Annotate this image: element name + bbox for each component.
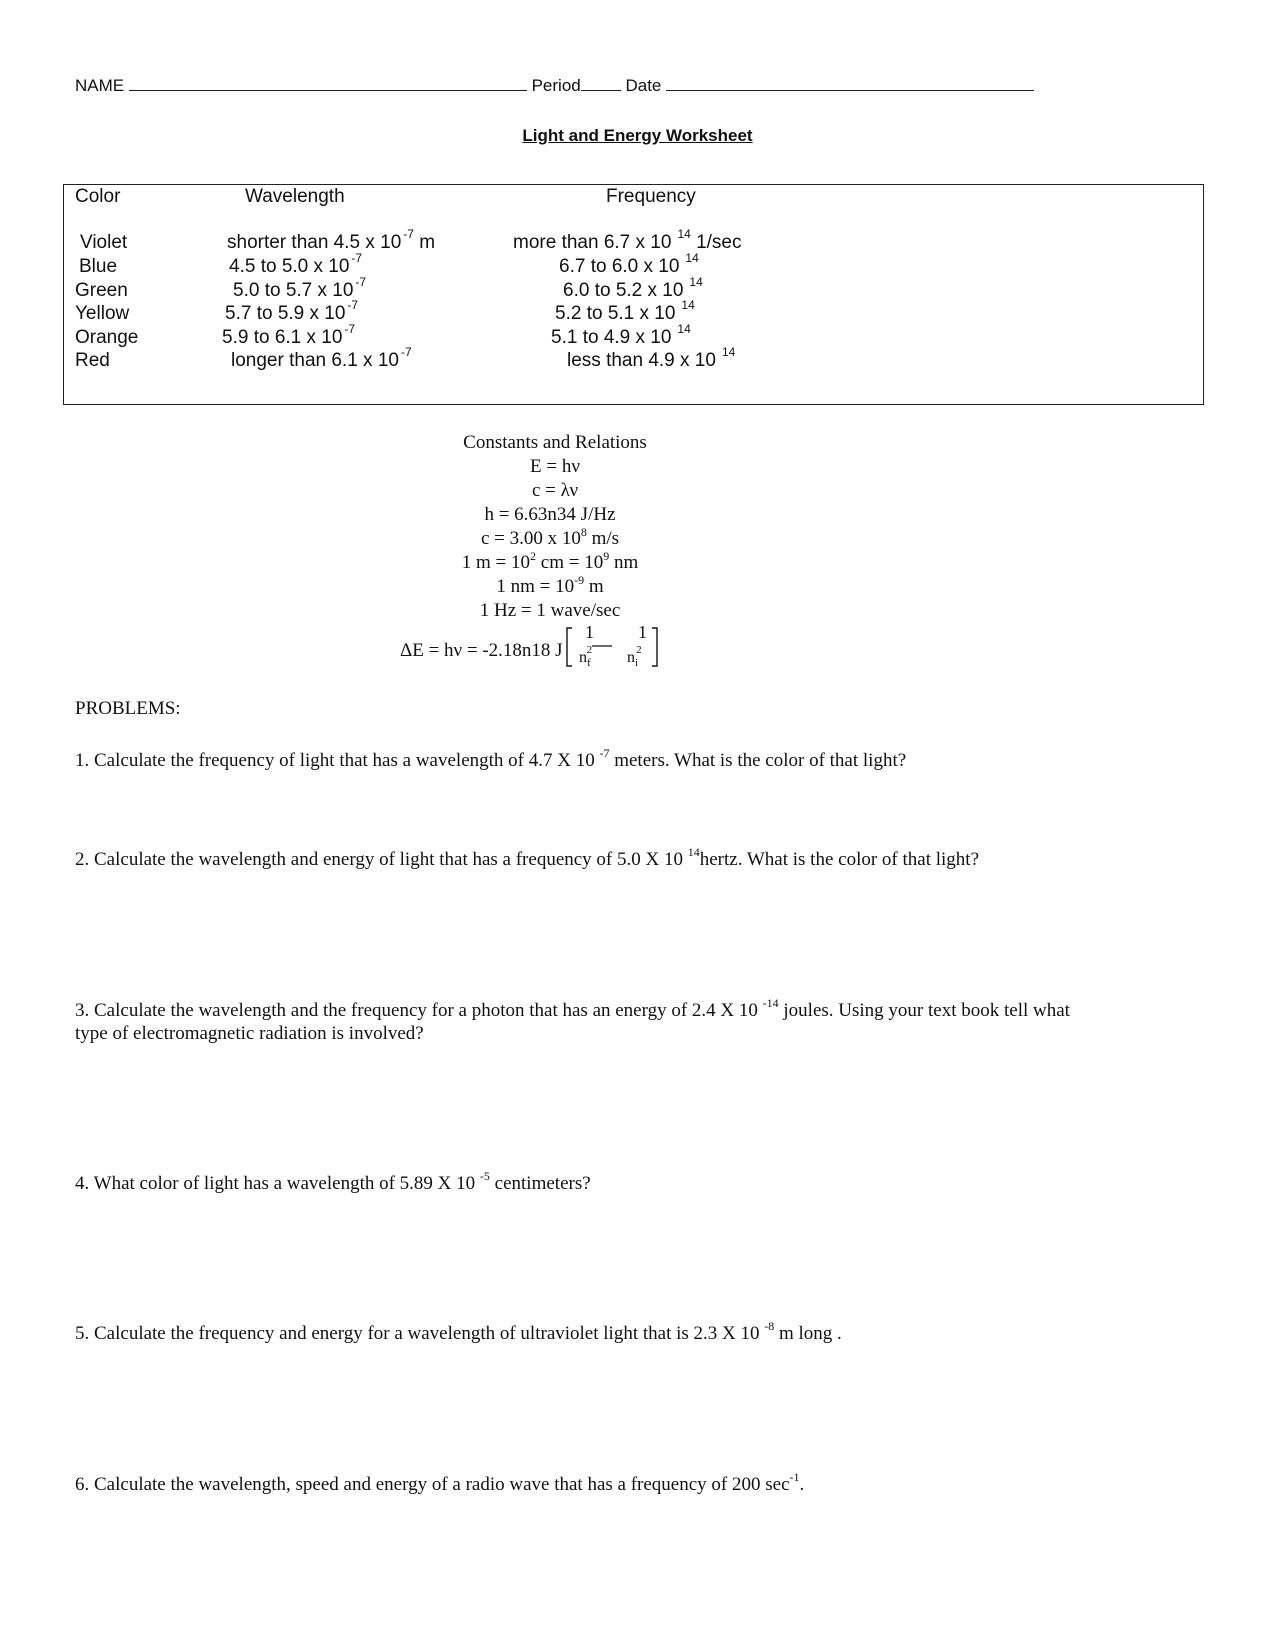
conversion-hertz: 1 Hz = 1 wave/sec xyxy=(479,600,621,621)
table-cell-wavelength: 5.9 to 6.1 x 10 $^{-7}$ xyxy=(222,322,356,348)
table-cell-frequency: less than 4.9 x 10 $^{14}$ xyxy=(567,345,736,371)
constant-speed-of-light: c = 3.00 x $10^8$ m/s xyxy=(480,525,620,549)
table-cell-wavelength: longer than 6.1 x 10 $^{-7}$ xyxy=(231,345,412,371)
problem-5: 5. Calculate the frequency and energy for a wavelength of ultraviolet light that is 2.3 X 10 $^{-8}$ m long . xyxy=(75,1319,842,1344)
table-cell-frequency: 5.1 to 4.9 x 10 $^{14}$ xyxy=(551,322,691,348)
header-line xyxy=(75,76,1034,96)
table-cell-color: Blue xyxy=(79,256,118,277)
fraction-denominator-initial: $n_i^2$ xyxy=(627,644,642,669)
table-cell-frequency: 6.7 to 6.0 x 10 $^{14}$ xyxy=(559,251,699,277)
period-label: Period xyxy=(531,76,581,95)
date-field[interactable] xyxy=(666,76,1034,91)
problem-4: 4. What color of light has a wavelength of 5.89 X 10 $^{-5}$ centimeters? xyxy=(75,1169,591,1194)
fraction-numerator-2: 1 xyxy=(638,622,647,642)
worksheet-title: Light and Energy Worksheet xyxy=(522,126,753,145)
table-cell-frequency: 6.0 to 5.2 x 10 $^{14}$ xyxy=(563,275,703,301)
name-label: NAME xyxy=(75,76,125,95)
header-frequency: Frequency xyxy=(606,186,696,207)
constant-planck: h = 6.63n34 J/Hz xyxy=(484,504,616,525)
table-cell-color: Violet xyxy=(80,232,128,253)
table-cell-frequency: 5.2 to 5.1 x 10 $^{14}$ xyxy=(555,298,695,324)
table-cell-wavelength: 4.5 to 5.0 x 10 $^{-7}$ xyxy=(229,251,363,277)
energy-transition-equation: ΔE = hν = -2.18n18 J xyxy=(400,640,563,661)
table-cell-frequency: more than 6.7 x 10 $^{14}$ 1/sec xyxy=(513,227,742,253)
problem-6: 6. Calculate the wavelength, speed and energy of a radio wave that has a frequency of 200 $\sec^{-1}$. xyxy=(75,1470,805,1495)
relation-wave: c = λν xyxy=(531,480,579,501)
problems-heading: PROBLEMS: xyxy=(75,698,181,719)
relation-energy: E = hν xyxy=(530,456,580,477)
header-wavelength: Wavelength xyxy=(245,186,345,207)
problem-3: 3. Calculate the wavelength and the frequency for a photon that has an energy of 2.4 X 10 $^{-14}$ joules. Using your text book tell what xyxy=(75,996,1070,1021)
table-cell-color: Orange xyxy=(75,327,139,348)
table-cell-color: Green xyxy=(75,280,128,301)
problem-1: 1. Calculate the frequency of light that has a wavelength of 4.7 X 10 $^{-7}$ meters. What is the color of that light? xyxy=(75,746,907,771)
table-cell-wavelength: 5.7 to 5.9 x 10 $^{-7}$ xyxy=(225,298,359,324)
problem-2: 2. Calculate the wavelength and energy of light that has a frequency of 5.0 X 10 $^{14}$hertz. What is the color of that light? xyxy=(75,845,980,870)
table-cell-color: Red xyxy=(75,350,110,371)
fraction-denominator-final: $n_f^2$ xyxy=(579,644,593,669)
problem-3-continued: type of electromagnetic radiation is involved? xyxy=(75,1023,424,1044)
date-label: Date xyxy=(625,76,662,95)
conversion-meter: 1 $m = 10^2$ cm = $10^9$ nm xyxy=(461,549,639,573)
header-color: Color xyxy=(75,186,121,207)
table-cell-wavelength: 5.0 to 5.7 x 10 $^{-7}$ xyxy=(233,275,367,301)
table-cell-wavelength: shorter than 4.5 x 10 $^{-7}$ m xyxy=(227,227,436,253)
table-cell-color: Yellow xyxy=(75,303,130,324)
name-field[interactable] xyxy=(129,76,527,91)
constants-heading: Constants and Relations xyxy=(463,432,647,453)
conversion-nanometer: 1 nm = $10^{-9}$ m xyxy=(496,573,604,597)
period-field[interactable] xyxy=(581,76,621,91)
fraction-numerator-1: 1 xyxy=(585,622,594,642)
